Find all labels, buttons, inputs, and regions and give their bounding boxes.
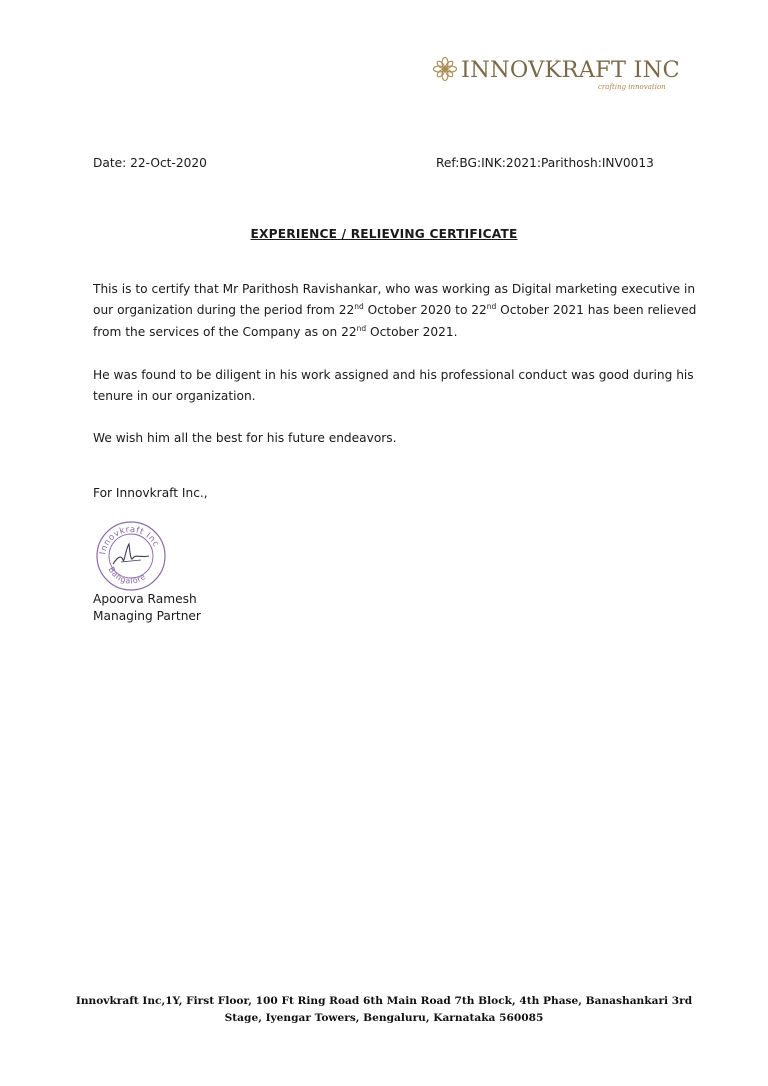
svg-text:Bangalore: Bangalore	[106, 565, 148, 586]
paragraph-line: He was found to be diligent in his work assigned and his professional conduct was good during his	[93, 368, 694, 382]
company-name: INNOVKRAFT INC	[461, 57, 680, 83]
lotus-logo-icon	[432, 56, 458, 82]
reference-number: Ref:BG:INK:2021:Parithosh:INV0013	[436, 156, 654, 170]
paragraph-line: our organization during the period from 22nd October 2020 to 22nd October 2021 has been relieved	[93, 302, 697, 318]
signatory-block	[93, 591, 201, 625]
company-logo	[432, 54, 680, 98]
issue-date: Date: 22-Oct-2020	[93, 156, 207, 170]
signatory-name: Apoorva Ramesh	[93, 592, 197, 606]
document-title: EXPERIENCE / RELIEVING CERTIFICATE	[250, 227, 518, 241]
address-line: Innovkraft Inc,1Y, First Floor, 100 Ft Ring Road 6th Main Road 7th Block, 4th Phase, Banashankari 3rd	[75, 995, 693, 1007]
address-line: Stage, Iyengar Towers, Bengaluru, Karnataka 560085	[224, 1012, 544, 1024]
wishes-paragraph: We wish him all the best for his future endeavors.	[93, 431, 397, 445]
company-address-footer	[0, 993, 768, 1027]
company-tagline: crafting innovation	[598, 83, 666, 91]
signature-for-line: For Innovkraft Inc.,	[93, 486, 208, 500]
conduct-paragraph	[93, 365, 694, 408]
certification-paragraph	[93, 279, 696, 343]
paragraph-line: from the services of the Company as on 22nd October 2021.	[93, 323, 458, 339]
paragraph-line: tenure in our organization.	[93, 389, 256, 404]
paragraph-line: This is to certify that Mr Parithosh Ravishankar, who was working as Digital marketing executive in	[93, 282, 696, 296]
signatory-designation: Managing Partner	[93, 609, 201, 623]
svg-text:Innovkraft Inc: Innovkraft Inc	[98, 524, 161, 556]
company-stamp	[93, 518, 169, 592]
